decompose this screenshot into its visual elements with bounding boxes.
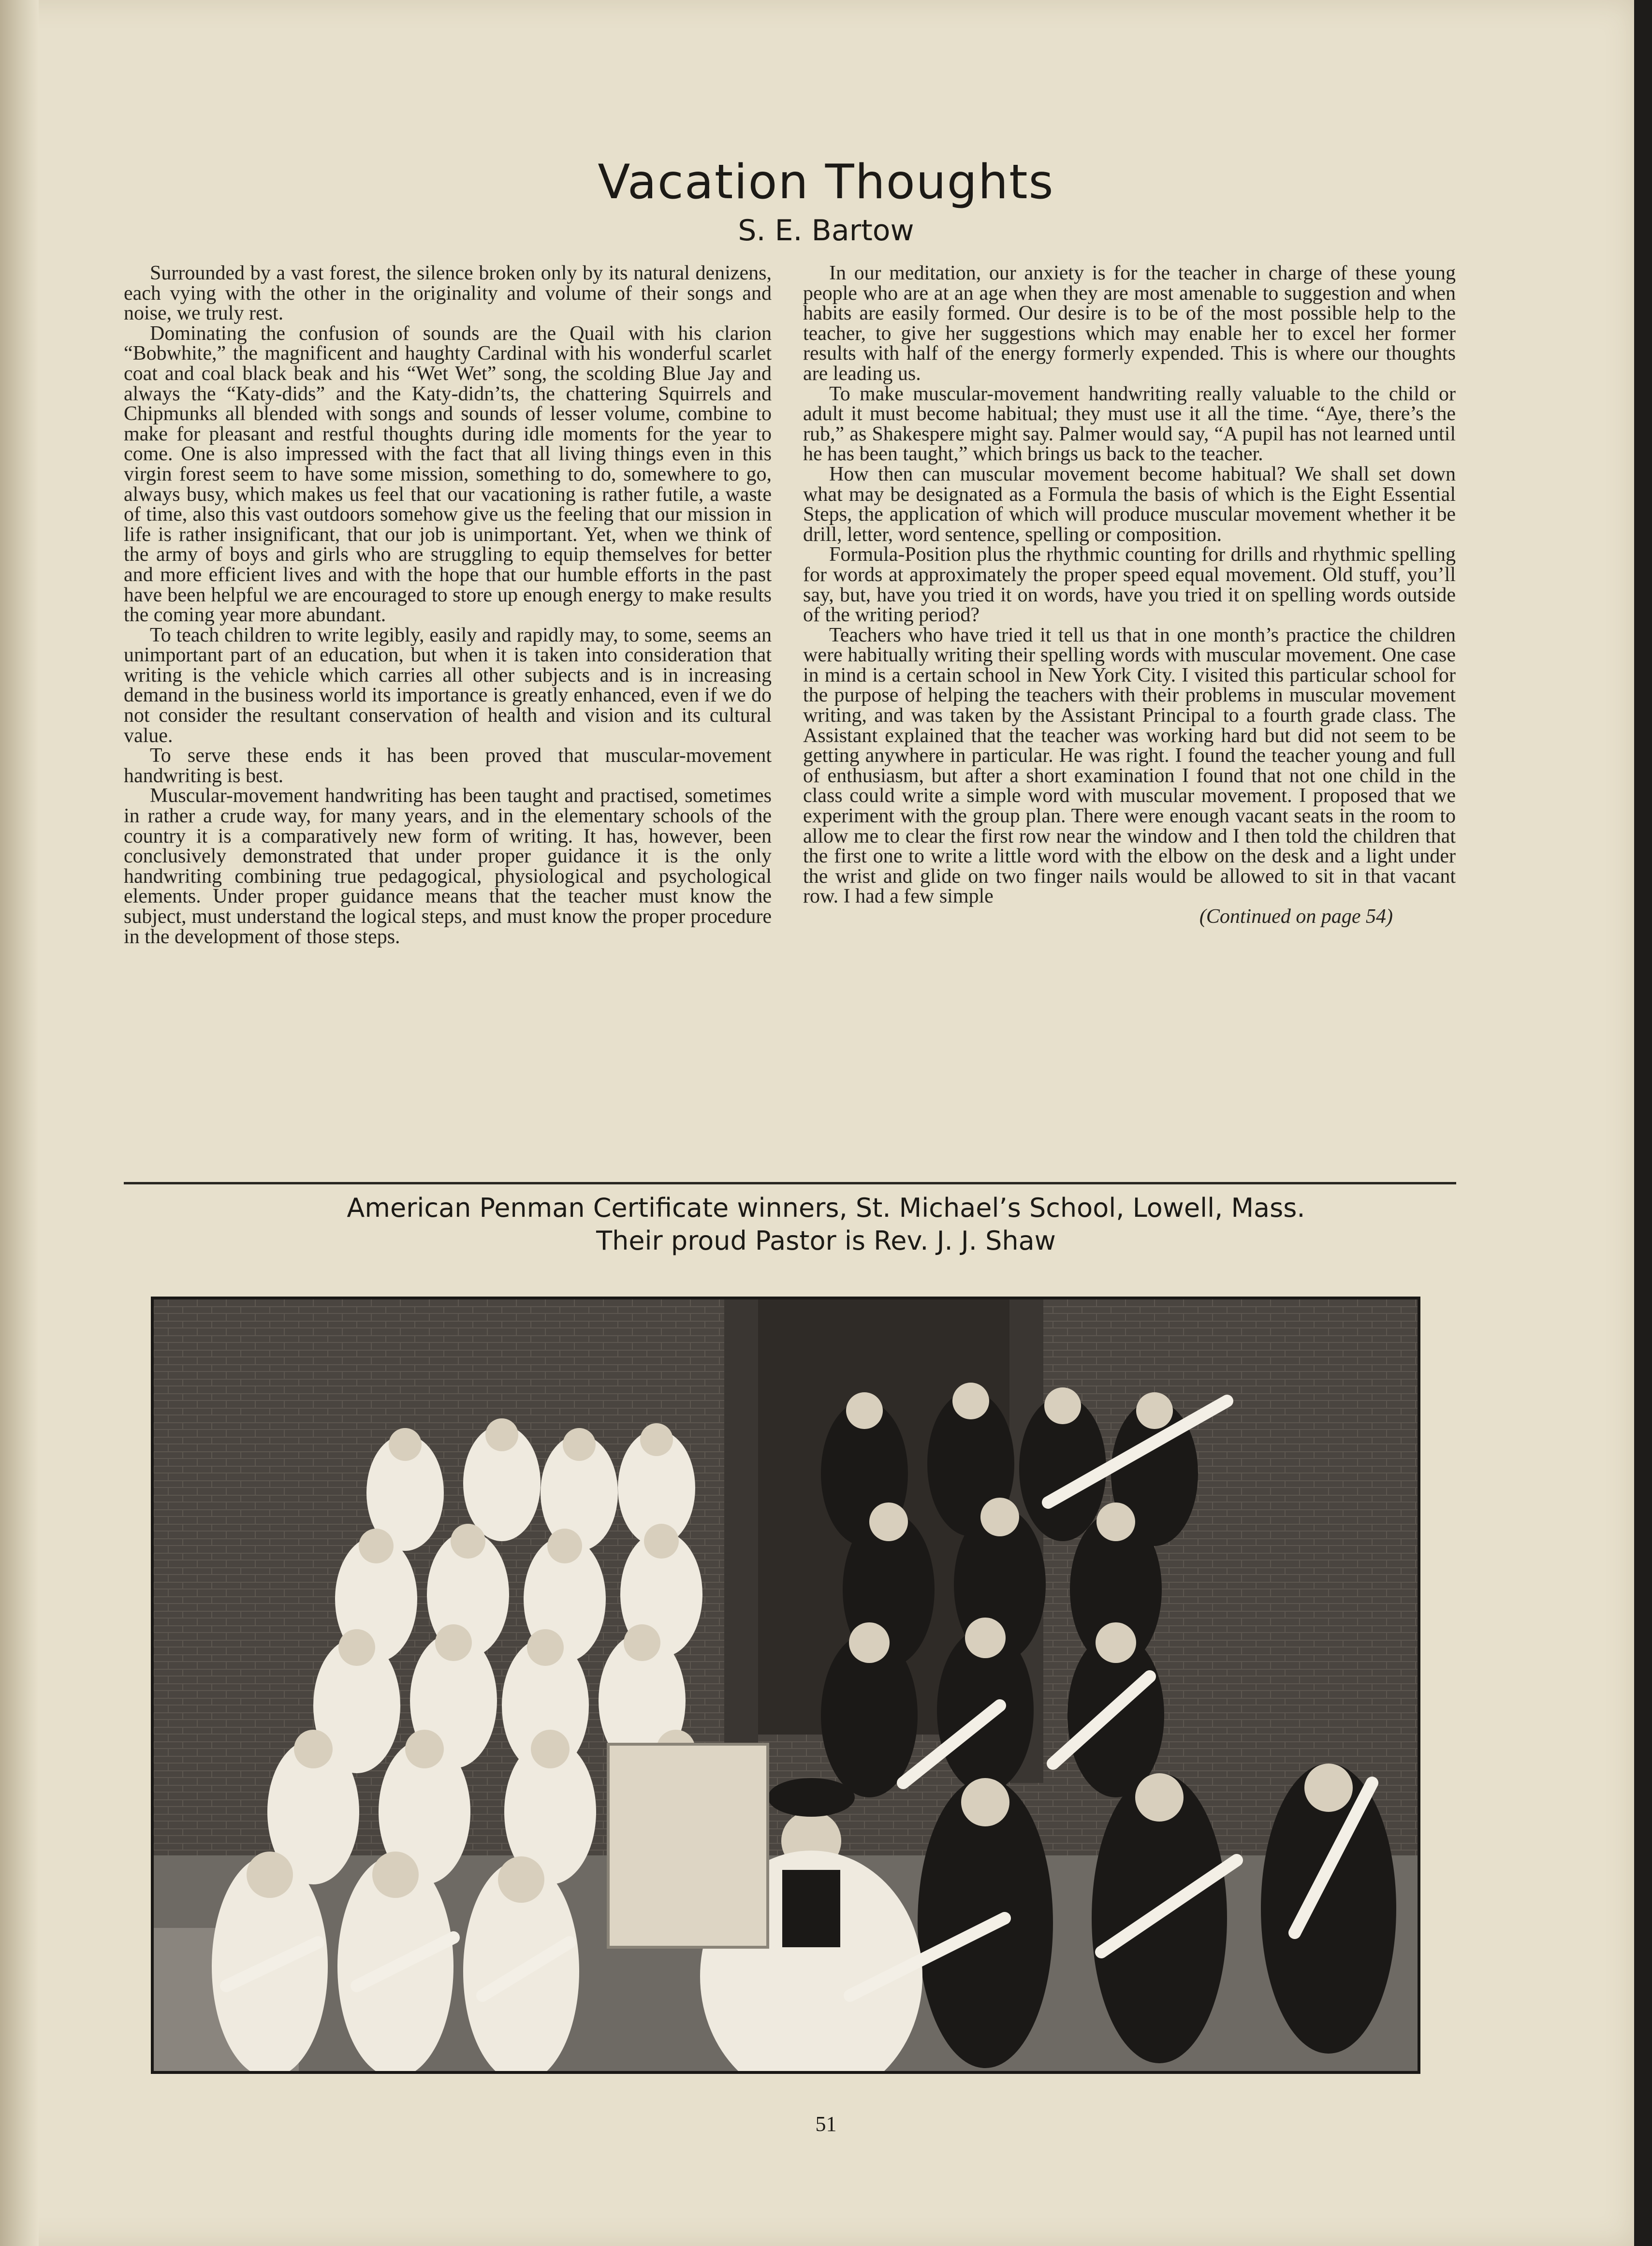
caption-line: American Penman Certificate winners, St. Michael’s School, Lowell, Mass.	[347, 1193, 1305, 1223]
certificate	[608, 1744, 768, 1947]
group-photograph	[151, 1297, 1420, 2074]
page-number: 51	[815, 2112, 837, 2136]
paragraph: Formula-Position plus the rhythmic counting for drills and rhythmic spelling for words at approximately the proper speed equal movement. Old stuff, you’ll say, but, have you tried it on words, have you tried it on spelling words outside of the writing period?	[803, 543, 1456, 627]
continued-note: (Continued on page 54)	[1199, 905, 1393, 928]
paragraph: In our meditation, our anxiety is for the teacher in charge of these young people who are at an age when they are most amenable to suggestion and when habits are easily formed. Our desire is to be of the most possible help to the teacher, to give her suggestions which may enable her to excel her former results with half of the energy formerly expended. This is where our thoughts are leading us.	[803, 263, 1456, 385]
paragraph: Teachers who have tried it tell us that in one month’s practice the children were habitually writing their spelling words with muscular movement. One case in mind is a certain school in New York City. I visited this particular school for the purpose of helping the teachers with their problems in muscular movement writing, and was taken by the Assistant Principal to a fourth grade class. The Assistant explained that the teacher was working hard but did not seem to be getting anywhere in particular. He was right. I found the teacher young and full of enthusiasm, but after a short examination I found that not one child in the class could write a simple word with muscular movement. I proposed that we experiment with the group plan. There were enough vacant seats in the room to allow me to clear the first row near the window and I then told the children that the first one to write a little word with the elbow on the desk and a light under the wrist and glide on two finger nails would be allowed to sit in that vacant row. I had a few simple	[803, 624, 1456, 908]
paragraph: To serve these ends it has been proved that muscular-movement handwriting is best.	[124, 744, 772, 787]
divider-rule	[124, 1182, 1456, 1184]
left-column	[124, 263, 772, 1172]
paragraph: To make muscular-movement handwriting really valuable to the child or adult it must become habitual; they must use it all the time. “Aye, there’s the rub,” as Shakespere might say. Palmer would say, “A pupil has not learned until he has been taught,” which brings us back to the teacher.	[803, 382, 1456, 466]
page-gutter	[0, 0, 39, 2246]
paragraph: How then can muscular movement become habitual? We shall set down what may be designated as a Formula the basis of which is the Eight Essential Steps, the application of which will produce muscular movement whether it be drill, letter, word sentence, spelling or composition.	[803, 463, 1456, 546]
paragraph: Muscular-movement handwriting has been taught and practised, sometimes in rather a crude way, for many years, and in the elementary schools of the country it is a comparatively new form of writing. It has, however, been conclusively demonstrated that under proper guidance it is the only handwriting combining true pedagogical, physiological and psychological elements. Under proper guidance means that the teacher must know the subject, must understand the logical steps, and must know the proper procedure in the development of those steps.	[124, 785, 772, 948]
caption-line: Their proud Pastor is Rev. J. J. Shaw	[596, 1225, 1056, 1256]
paragraph: Surrounded by a vast forest, the silence broken only by its natural denizens, each vying with the other in the originality and volume of their songs and noise, we truly rest.	[124, 263, 772, 325]
article-author: S. E. Bartow	[738, 214, 914, 248]
article-title: Vacation Thoughts	[598, 155, 1054, 210]
photo-illustration	[154, 1299, 1418, 2071]
paragraph: To teach children to write legibly, easily and rapidly may, to some, seems an unimportant part of an education, but when it is taken into consideration that writing is the vehicle which carries all other subjects and is in increasing demand in the business world its importance is greatly enhanced, even if we do not consider the resultant conservation of health and vision and its cultural value.	[124, 624, 772, 747]
photo-caption	[0, 1192, 1652, 1257]
right-column	[803, 263, 1456, 1172]
paragraph: Dominating the confusion of sounds are the Quail with his clarion “Bobwhite,” the magnificent and haughty Cardinal with his wonderful scarlet coat and coal black beak and his “Wet Wet” song, the scolding Blue Jay and always the “Katy-dids” and the Katy-didn’ts, the chattering Squirrels and Chipmunks all blended with songs and sounds of lesser volume, combine to make for pleasant and restful thoughts during idle moments for the year to come. One is also impressed with the fact that all living things even in this virgin forest seem to have some mission, something to do, somewhere to go, always busy, which makes us feel that our vacationing is rather futile, a waste of time, also this vast outdoors somehow give us the feeling that our mission in life is rather insignificant, that our job is unimportant. Yet, when we think of the army of boys and girls who are struggling to equip themselves for better and more efficient lives and with the hope that our humble efforts in the past have been helpful we are encouraged to store up enough energy to make results the coming year more abundant.	[124, 322, 772, 627]
